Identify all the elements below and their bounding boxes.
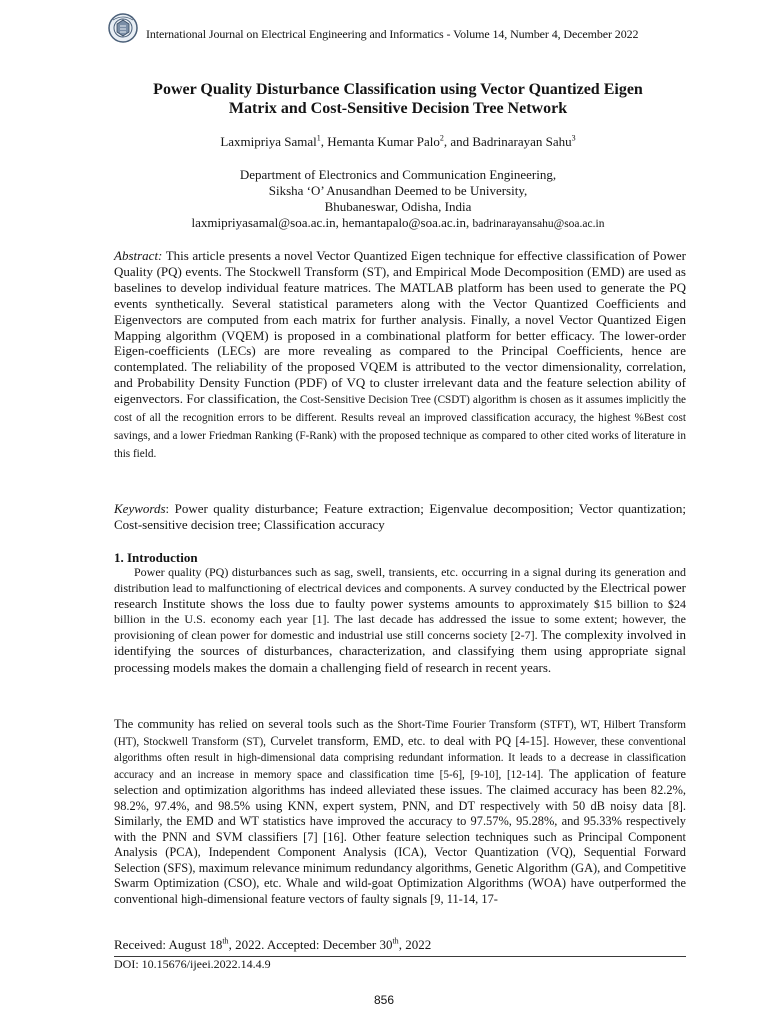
email-separator: , bbox=[466, 215, 473, 230]
author-affiliation-mark: 1 bbox=[316, 133, 321, 143]
keywords bbox=[114, 501, 686, 533]
paragraph-text: Electrical power research Institute shows the loss due to faulty power systems amounts to bbox=[114, 580, 686, 612]
abstract-text-continued: the Cost-Sensitive Decision Tree (CSDT) algorithm is chosen as it assumes implicitly the cost of all the recognition errors to be different. Results reveal an improved classification accuracy, the highest %Best cost savings, and a lower Friedman Ranking (F-Rank) with the proposed technique as compared to other cited works of literature in this field. bbox=[114, 394, 686, 460]
abstract-text: This article presents a novel Vector Quantized Eigen technique for effective classification of Power Quality (PQ) events. The Stockwell Transform (ST), and Empirical Mode Decomposition (EMD) are used as baselines to develop individual feature matrices. The MATLAB platform has been used to generate the PQ events synthetically. Several statistical parameters along with the Vector Quantized Coefficients and Eigenvectors are computed from each matrix for further analysis. Finally, a novel Vector Quantized Eigen Mapping algorithm (VQEM) is proposed in a combinational platform for better efficacy. The lower-order Eigen-coefficients (LECs) are more revealing as compared to the Principal Coefficients, hence are contemplated. The reliability of the proposed VQEM is attributed to the vector dimensionality, correlation, and Probability Density Function (PDF) of VQ to cluster irrelevant data and the feature selection ability of eigenvectors. For classification, bbox=[114, 248, 686, 407]
paragraph-text: Short-Time Fourier Transform (STFT), WT, Hilbert Transform (HT), Stockwell Transform (ST), bbox=[114, 719, 686, 748]
paper-title bbox=[96, 80, 700, 118]
journal-header bbox=[108, 12, 668, 46]
title-line-2: Matrix and Cost-Sensitive Decision Tree Network bbox=[228, 100, 568, 117]
abstract-label: Abstract: bbox=[114, 248, 163, 263]
author-separator: , bbox=[320, 134, 328, 149]
ordinal-suffix: th bbox=[392, 936, 399, 946]
paragraph-text: However, these conventional algorithms often result in high-dimensional data comprising redundant information. It leads to a decrease in classification accuracy and an increase in memory space and classification time [5-6], [9-10], [12-14]. bbox=[114, 735, 686, 781]
author-affiliation-mark: 3 bbox=[571, 133, 576, 143]
ordinal-suffix: th bbox=[222, 936, 229, 946]
email-link[interactable]: laxmipriyasamal@soa.ac.in bbox=[191, 215, 336, 230]
author-name: Hemanta Kumar Palo bbox=[327, 134, 440, 149]
received-accepted-dates bbox=[114, 937, 431, 953]
accepted-label: , 2022. Accepted: December 30 bbox=[228, 937, 393, 952]
paragraph-text: Curvelet transform, EMD, etc. to deal with PQ [4-15]. bbox=[265, 733, 554, 748]
author-name: Badrinarayan Sahu bbox=[472, 134, 572, 149]
author-affiliation-mark: 2 bbox=[439, 133, 444, 143]
page-number: 856 bbox=[373, 993, 395, 1007]
keywords-text: : Power quality disturbance; Feature extraction; Eigenvalue decomposition; Vector quantization; Cost-sensitive decision tree; Classification accuracy bbox=[114, 501, 686, 532]
paragraph-text: The community has relied on several tools such as the bbox=[114, 717, 398, 731]
section-heading-introduction: 1. Introduction bbox=[114, 550, 198, 565]
author-separator: , and bbox=[443, 134, 473, 149]
paragraph-text: approximately $15 billion to $24 billion in the U.S. economy each year [1]. The last decade has addressed the issue to some extent; however, the provisioning of clean power for domestic and industrial use still concerns society [2-7]. bbox=[114, 597, 686, 643]
abstract bbox=[114, 248, 686, 463]
affiliation-university: Siksha ‘O’ Anusandhan Deemed to be University, bbox=[268, 183, 528, 198]
affiliation-location: Bhubaneswar, Odisha, India bbox=[324, 199, 472, 214]
paragraph-text: Power quality (PQ) disturbances such as sag, swell, transients, etc. occurring in a signal during its generation and distribution lead to malfunctioning of electrical devices and components. A survey conducted by the bbox=[114, 565, 686, 596]
journal-citation-line: International Journal on Electrical Engineering and Informatics - Volume 14, Number 4, December 2022 bbox=[146, 27, 639, 41]
received-label: Received: August 18 bbox=[114, 937, 223, 952]
introduction-paragraph-1 bbox=[114, 565, 686, 676]
keywords-label: Keywords bbox=[114, 501, 166, 516]
affiliation-block bbox=[96, 167, 700, 232]
accepted-year: , 2022 bbox=[398, 937, 432, 952]
paragraph-text: The application of feature selection and optimization algorithms has indeed alleviated these issues. The claimed accuracy has been 82.2%, 98.2%, 97.4%, and 98.5% using KNN, expert system, PNN, and DT respectively with 50 dB noisy data [8]. Similarly, the EMD and WT statistics have improved the accuracy to 97.57%, 95.28%, and 95.33% respectively with the PNN and SVM classifiers [7] [16]. Other feature selection techniques such as Principal Component Analysis (PCA), Independent Component Analysis (ICA), Vector Quantization (VQ), Sequential Forward Selection (SFS), maximum relevance minimum redundancy algorithms, Genetic Algorithm (GA), and Competitive Swarm Optimization (CSO), etc. Whale and wild-goat Optimization Algorithms (WOA) have outperformed the conventional high-dimensional feature vectors of faulty signals [9, 11-14, 17- bbox=[114, 766, 686, 906]
journal-seal-icon bbox=[108, 12, 138, 44]
author-list bbox=[96, 134, 700, 150]
email-link[interactable]: hemantapalo@soa.ac.in bbox=[342, 215, 467, 230]
paragraph-text: The complexity involved in identifying the sources of disturbances, characterization, and classifying them using appropriate signal processing models makes the domain a challenging field of research in recent years. bbox=[114, 627, 686, 675]
email-link[interactable]: badrinarayansahu@soa.ac.in bbox=[472, 218, 605, 230]
author-name: Laxmipriya Samal bbox=[220, 134, 317, 149]
author-emails bbox=[96, 215, 700, 232]
doi-line[interactable]: DOI: 10.15676/ijeei.2022.14.4.9 bbox=[114, 957, 271, 971]
affiliation-department: Department of Electronics and Communication Engineering, bbox=[239, 167, 557, 182]
introduction-paragraph-2 bbox=[114, 717, 686, 907]
title-line-1: Power Quality Disturbance Classification using Vector Quantized Eigen bbox=[153, 81, 643, 98]
email-separator: , bbox=[335, 215, 343, 230]
